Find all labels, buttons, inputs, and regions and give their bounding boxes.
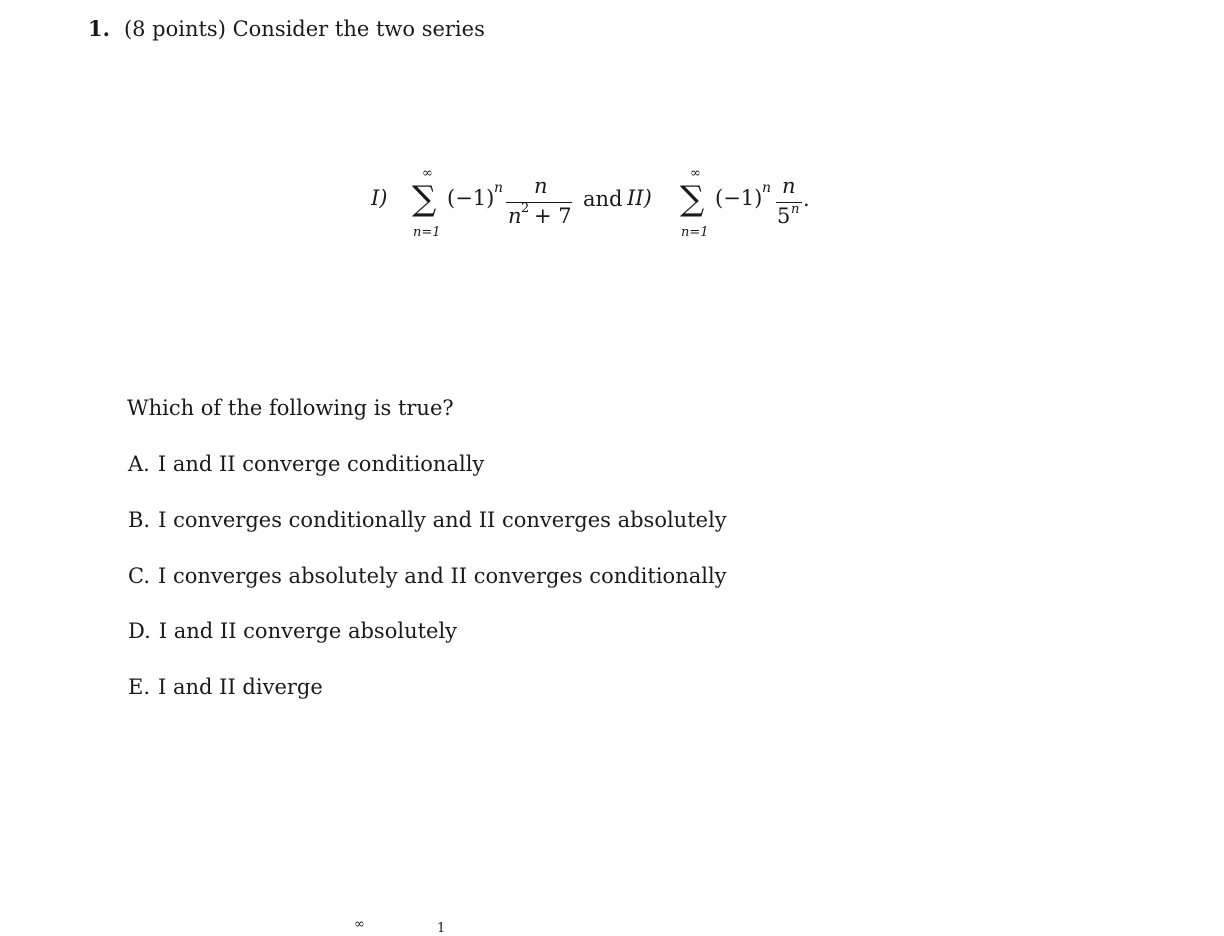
series-1-exponent: n — [494, 180, 504, 196]
series-1-label: I) — [371, 186, 388, 210]
formula-period: . — [803, 187, 810, 211]
option-text: I and II converge conditionally — [157, 452, 485, 476]
series-1-denominator-base: n — [508, 204, 522, 228]
series-1-denominator-rest: + 7 — [534, 204, 572, 228]
option-text: I and II converge absolutely — [158, 619, 458, 644]
series-1-numerator: n — [534, 174, 548, 198]
series-connector: and — [583, 187, 623, 211]
option-e — [128, 675, 727, 731]
series-1-sigma: ∑ — [412, 179, 437, 219]
question-header — [88, 16, 485, 41]
option-letter: C. — [128, 563, 150, 588]
option-letter: B. — [128, 507, 151, 532]
series-2-label: II) — [627, 186, 652, 210]
series-2-exponent: n — [762, 180, 772, 196]
option-c — [128, 564, 727, 620]
option-letter: E. — [128, 675, 151, 700]
series-2-alternating-term: (−1) — [715, 186, 763, 210]
question-intro: (8 points) Consider the two series — [123, 17, 485, 41]
series-2-numerator: n — [782, 174, 796, 198]
series-1-upper-limit: ∞ — [422, 166, 433, 181]
question-prompt: Which of the following is true? — [127, 396, 454, 420]
series-2-denominator-base: 5 — [777, 204, 791, 228]
next-formula-fragment-infinity: ∞ — [354, 917, 365, 932]
option-letter: A. — [128, 452, 150, 476]
option-a — [128, 452, 727, 508]
answer-options — [128, 452, 727, 731]
series-2-sigma: ∑ — [680, 179, 705, 219]
option-text: I converges conditionally and II converges absolutely — [158, 507, 727, 532]
next-formula-fragment-tick: 1 — [437, 921, 446, 936]
series-1-alternating-term: (−1) — [447, 186, 495, 210]
option-letter: D. — [128, 619, 151, 644]
series-1-lower-limit: n=1 — [413, 225, 441, 240]
series-2-upper-limit: ∞ — [690, 166, 701, 181]
option-text: I converges absolutely and II converges conditionally — [158, 563, 727, 588]
series-1-denominator-square: 2 — [521, 201, 530, 216]
series-2-lower-limit: n=1 — [681, 225, 709, 240]
option-d — [128, 619, 727, 675]
series-1-fraction-bar — [506, 202, 572, 203]
question-number: 1. — [88, 16, 110, 41]
series-2-denominator-exponent: n — [791, 202, 800, 217]
option-b — [128, 508, 727, 564]
option-text: I and II diverge — [158, 675, 323, 700]
